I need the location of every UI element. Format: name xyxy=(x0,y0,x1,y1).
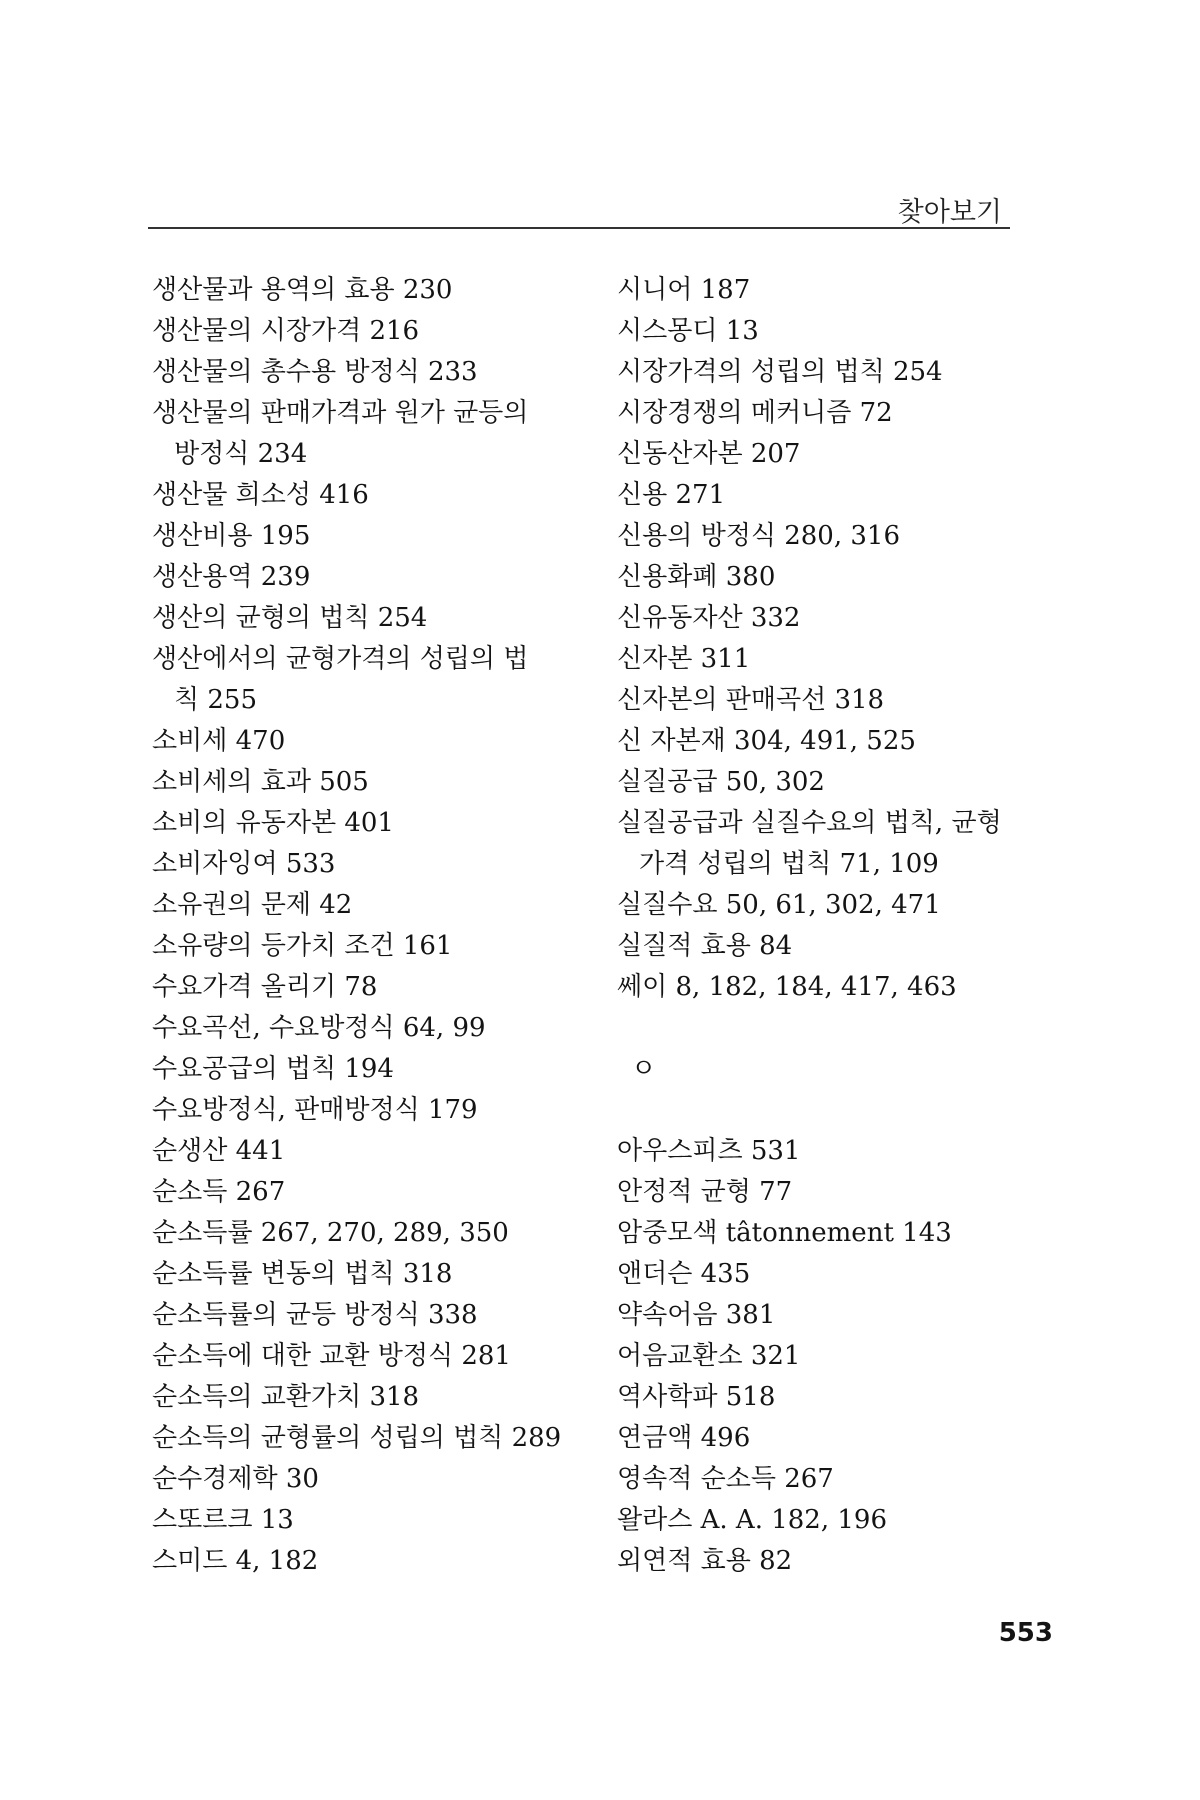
index-entry: 시스몽디 13 xyxy=(617,316,759,346)
index-entry: 연금액 496 xyxy=(617,1423,751,1453)
section-heading-o: ㅇ xyxy=(631,1054,657,1084)
index-column-left xyxy=(152,270,602,1582)
index-entry: 신용 271 xyxy=(617,480,726,510)
index-entry: 소비자잉여 533 xyxy=(152,849,336,879)
index-entry: 수요공급의 법칙 194 xyxy=(152,1054,394,1084)
index-entry: 신자본의 판매곡선 318 xyxy=(617,685,885,715)
index-entry: 외연적 효용 82 xyxy=(617,1546,793,1576)
index-entry: 생산용역 239 xyxy=(152,562,311,592)
section-spacer xyxy=(617,1008,1067,1049)
index-entry: 스또르크 13 xyxy=(152,1505,294,1535)
index-entry: 시장경쟁의 메커니즘 72 xyxy=(617,398,893,428)
index-entry-continuation: 칙 255 xyxy=(174,685,258,715)
index-entry: 신용의 방정식 280, 316 xyxy=(617,521,901,551)
index-entry: 실질공급과 실질수요의 법칙, 균형 xyxy=(617,808,1002,838)
index-entry-continuation: 가격 성립의 법칙 71, 109 xyxy=(639,849,939,879)
index-entry: 소비세의 효과 505 xyxy=(152,767,369,797)
index-entry: 시니어 187 xyxy=(617,275,751,305)
index-entry: 소비세 470 xyxy=(152,726,286,756)
index-entry: 수요방정식, 판매방정식 179 xyxy=(152,1095,478,1125)
index-entry: 소유권의 문제 42 xyxy=(152,890,353,920)
index-entry: 약속어음 381 xyxy=(617,1300,776,1330)
index-entry: 생산물과 용역의 효용 230 xyxy=(152,275,453,305)
index-entry: 시장가격의 성립의 법칙 254 xyxy=(617,357,943,387)
index-entry: 신용화폐 380 xyxy=(617,562,776,592)
index-entry: 앤더슨 435 xyxy=(617,1259,751,1289)
index-entry: 순소득률 267, 270, 289, 350 xyxy=(152,1218,509,1248)
index-entry: 실질공급 50, 302 xyxy=(617,767,825,797)
index-entry: 순소득률의 균등 방정식 338 xyxy=(152,1300,478,1330)
index-entry: 생산에서의 균형가격의 성립의 법 xyxy=(152,644,529,674)
running-header: 찾아보기 xyxy=(897,197,1002,228)
index-entry: 생산물 희소성 416 xyxy=(152,480,369,510)
index-column-right xyxy=(617,270,1067,1582)
index-entry: 신동산자본 207 xyxy=(617,439,801,469)
index-entry: 실질적 효용 84 xyxy=(617,931,793,961)
index-entry: 생산비용 195 xyxy=(152,521,311,551)
index-entry-continuation: 방정식 234 xyxy=(174,439,308,469)
index-entry: 생산의 균형의 법칙 254 xyxy=(152,603,428,633)
index-entry: 생산물의 판매가격과 원가 균등의 xyxy=(152,398,529,428)
index-entry: 생산물의 시장가격 216 xyxy=(152,316,420,346)
index-entry: 신유동자산 332 xyxy=(617,603,801,633)
index-entry: 생산물의 총수용 방정식 233 xyxy=(152,357,478,387)
index-entry: 역사학파 518 xyxy=(617,1382,776,1412)
index-entry: 안정적 균형 77 xyxy=(617,1177,793,1207)
index-entry: 신자본 311 xyxy=(617,644,751,674)
index-entry: 수요가격 올리기 78 xyxy=(152,972,378,1002)
index-entry: 왈라스 A. A. 182, 196 xyxy=(617,1505,888,1535)
header-rule xyxy=(148,227,1010,229)
index-entry: 쎄이 8, 182, 184, 417, 463 xyxy=(617,972,957,1002)
index-entry: 수요곡선, 수요방정식 64, 99 xyxy=(152,1013,486,1043)
index-entry: 영속적 순소득 267 xyxy=(617,1464,834,1494)
index-entry: 소비의 유동자본 401 xyxy=(152,808,394,838)
index-entry: 순생산 441 xyxy=(152,1136,286,1166)
page-number: 553 xyxy=(998,1618,1053,1648)
index-entry: 아우스피츠 531 xyxy=(617,1136,801,1166)
index-entry: 암중모색 tâtonnement 143 xyxy=(617,1218,952,1248)
index-entry: 순소득에 대한 교환 방정식 281 xyxy=(152,1341,511,1371)
index-entry: 순수경제학 30 xyxy=(152,1464,319,1494)
index-entry: 순소득률 변동의 법칙 318 xyxy=(152,1259,453,1289)
index-entry: 신 자본재 304, 491, 525 xyxy=(617,726,916,756)
section-spacer xyxy=(617,1090,1067,1131)
index-entry: 실질수요 50, 61, 302, 471 xyxy=(617,890,941,920)
index-entry: 스미드 4, 182 xyxy=(152,1546,319,1576)
index-entry: 어음교환소 321 xyxy=(617,1341,801,1371)
index-entry: 소유량의 등가치 조건 161 xyxy=(152,931,453,961)
index-entry: 순소득 267 xyxy=(152,1177,286,1207)
index-entry: 순소득의 균형률의 성립의 법칙 289 xyxy=(152,1423,562,1453)
index-entry: 순소득의 교환가치 318 xyxy=(152,1382,420,1412)
